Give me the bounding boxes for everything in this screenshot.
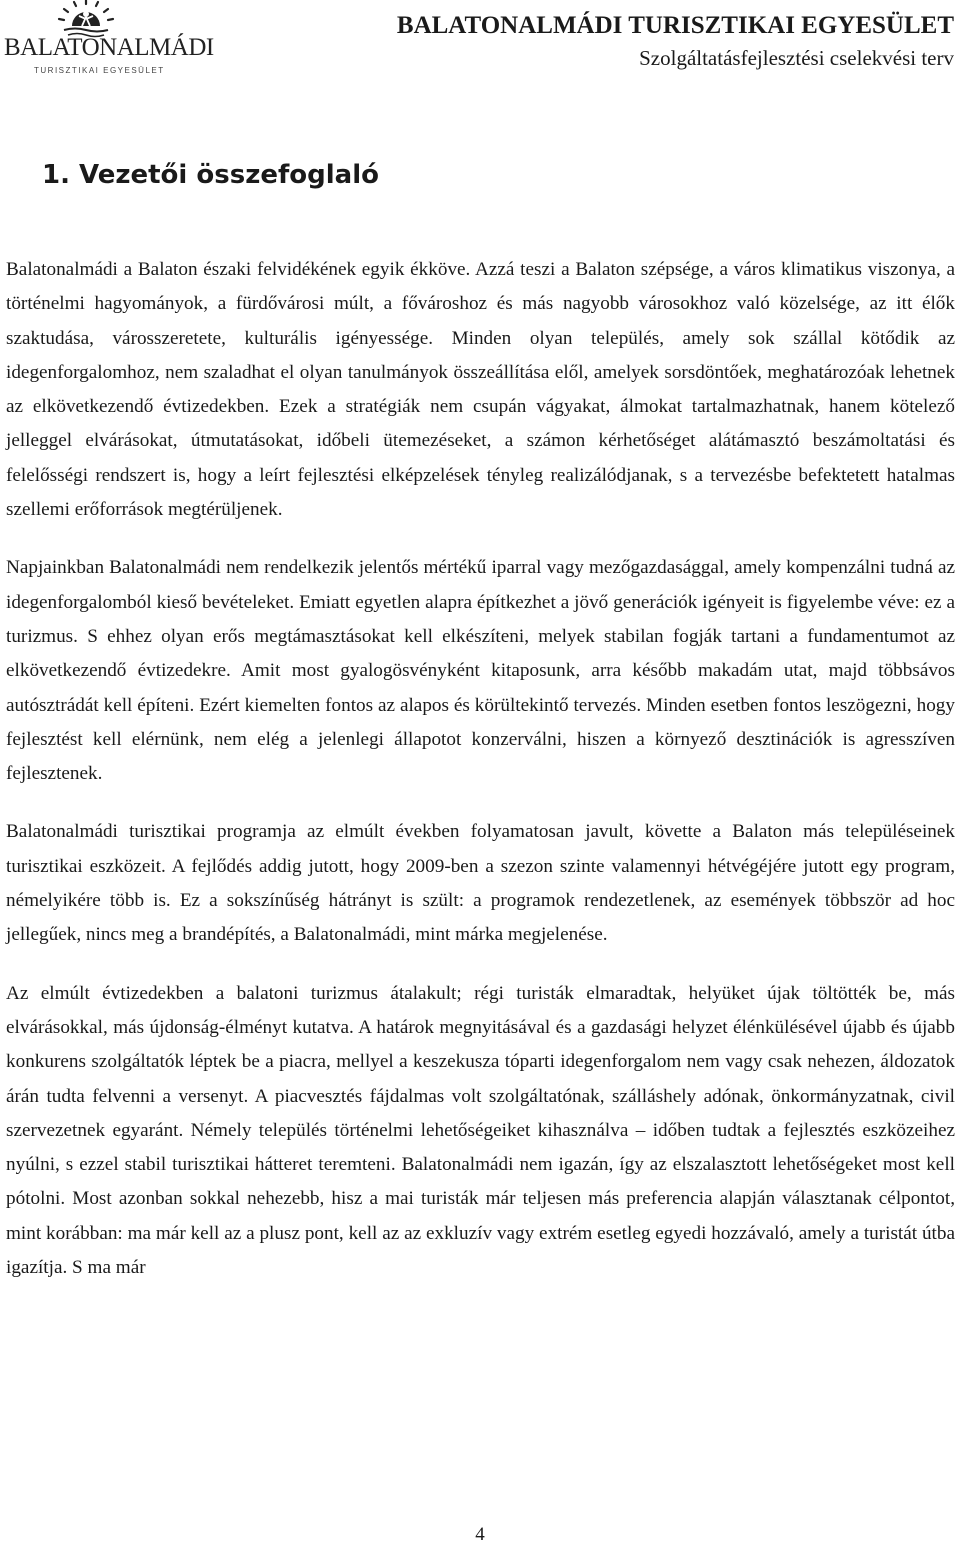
logo-wordmark: BALATONALMÁDI bbox=[4, 34, 214, 61]
header-organization: BALATONALMÁDI TURISZTIKAI EGYESÜLET bbox=[396, 12, 954, 39]
section-title: 1. Vezetői összefoglaló bbox=[42, 160, 379, 190]
page-number: 4 bbox=[475, 1524, 485, 1545]
paragraph: Napjainkban Balatonalmádi nem rendelkezik jelentős mértékű iparral vagy mezőgazdasággal, amely kompenzálni tudná az idegenforgalomból kieső bevételeket. Emiatt egyetlen alapra építkezhet a jövő generációk igényeit is figyelembe véve: ez a turizmus. S ehhez olyan erős megtámasztásokat kell elkészíteni, melyek stabilan fogják tartani a fundamentumot az elkövetkezendő évtizedekre. Amit most gyalogösvényként kitaposunk, arra később makadám utat, majd többsávos autósztrádát kell építeni. Ezért kiemelten fontos az alapos és körültekintő tervezés. Minden esetben fontos leszögezni, hogy fejlesztést kell elérnünk, nem elég a jelenlegi állapotot konzerválni, hiszen a környező desztinációk is agresszíven fejlesztenek. bbox=[6, 557, 955, 785]
paragraph: Az elmúlt évtizedekben a balatoni turizmus átalakult; régi turisták elmaradtak, helyüket újak töltötték be, más elvárásokkal, más újdonság-élményt kutatva. A határok megnyitásával és a gazdasági helyzet élénkülésével újabb és újabb konkurens szolgáltatók léptek be a piacra, mellyel a keszekusza tóparti idegenforgalom nem vagy csak nehezen, áldozatok árán tudta felvenni a versenyt. A piacvesztés fájdalmas volt szolgáltatónak, szálláshely adónak, önkormányzatnak, civil szervezetnek egyaránt. Némely település történelmi lehetőségeiket kihasználva – időben tudtak a fejlesztés eszközeihez nyúlni, s ezzel stabil turisztikai hátteret teremteni. Balatonalmádi nem igazán, így az elszalasztott lehetőségeket most kell pótolni. Most azonban sokkal nehezebb, hisz a mai turisták már teljesen más preferencia alapján választanak célpontot, mint korábban: ma már kell az a plusz pont, kell az az exkluzív vagy extrém esetleg egyedi hozzávaló, amely a turistát útba igazítja. S ma már bbox=[6, 982, 955, 1279]
header-subtitle: Szolgáltatásfejlesztési cselekvési terv bbox=[639, 46, 954, 70]
logo-subtitle: TURISZTIKAI EGYESÜLET bbox=[34, 66, 165, 75]
body-text bbox=[6, 253, 955, 1309]
paragraph: Balatonalmádi turisztikai programja az elmúlt években folyamatosan javult, követte a Balaton más településeinek turisztikai eszközeit. A fejlődés addig jutott, hogy 2009-ben a szezon szinte valamennyi hétvégéjére jutott egy program, némelyikére több is. Ez a sokszínűség hátrányt is szült: a programok rendezetlenek, az események többször ad hoc jellegűek, nincs meg a brandépítés, a Balatonalmádi, mint márka megjelenése. bbox=[6, 821, 955, 946]
paragraph: Balatonalmádi a Balaton északi felvidékének egyik ékköve. Azzá teszi a Balaton szépsége, a város klimatikus viszonya, a történelmi hagyományok, a fürdővárosi múlt, a fővároshoz és más nagyobb városokhoz való közelsége, az itt élők szaktudása, városszeretete, kulturális igényessége. Minden olyan település, amely sok szállal kötődik az idegenforgalomhoz, nem szaladhat el olyan tanulmányok összeállítása elől, amelyek sorsdöntőek, meghatározóak lehetnek az elkövetkezendő évtizedekben. Ezek a stratégiák nem csupán vágyakat, álmokat tartalmazhatnak, hanem kötelező jelleggel elvárásokat, útmutatásokat, időbeli ütemezéseket, a számon kérhetőséget alátámasztó beszámoltatási és felelősségi rendszert is, hogy a leírt fejlesztési elképzelések tényleg realizálódjanak, s a tervezésbe befektetett hatalmas szellemi erőforrások megtérüljenek. bbox=[6, 259, 955, 521]
logo bbox=[2, 0, 214, 80]
